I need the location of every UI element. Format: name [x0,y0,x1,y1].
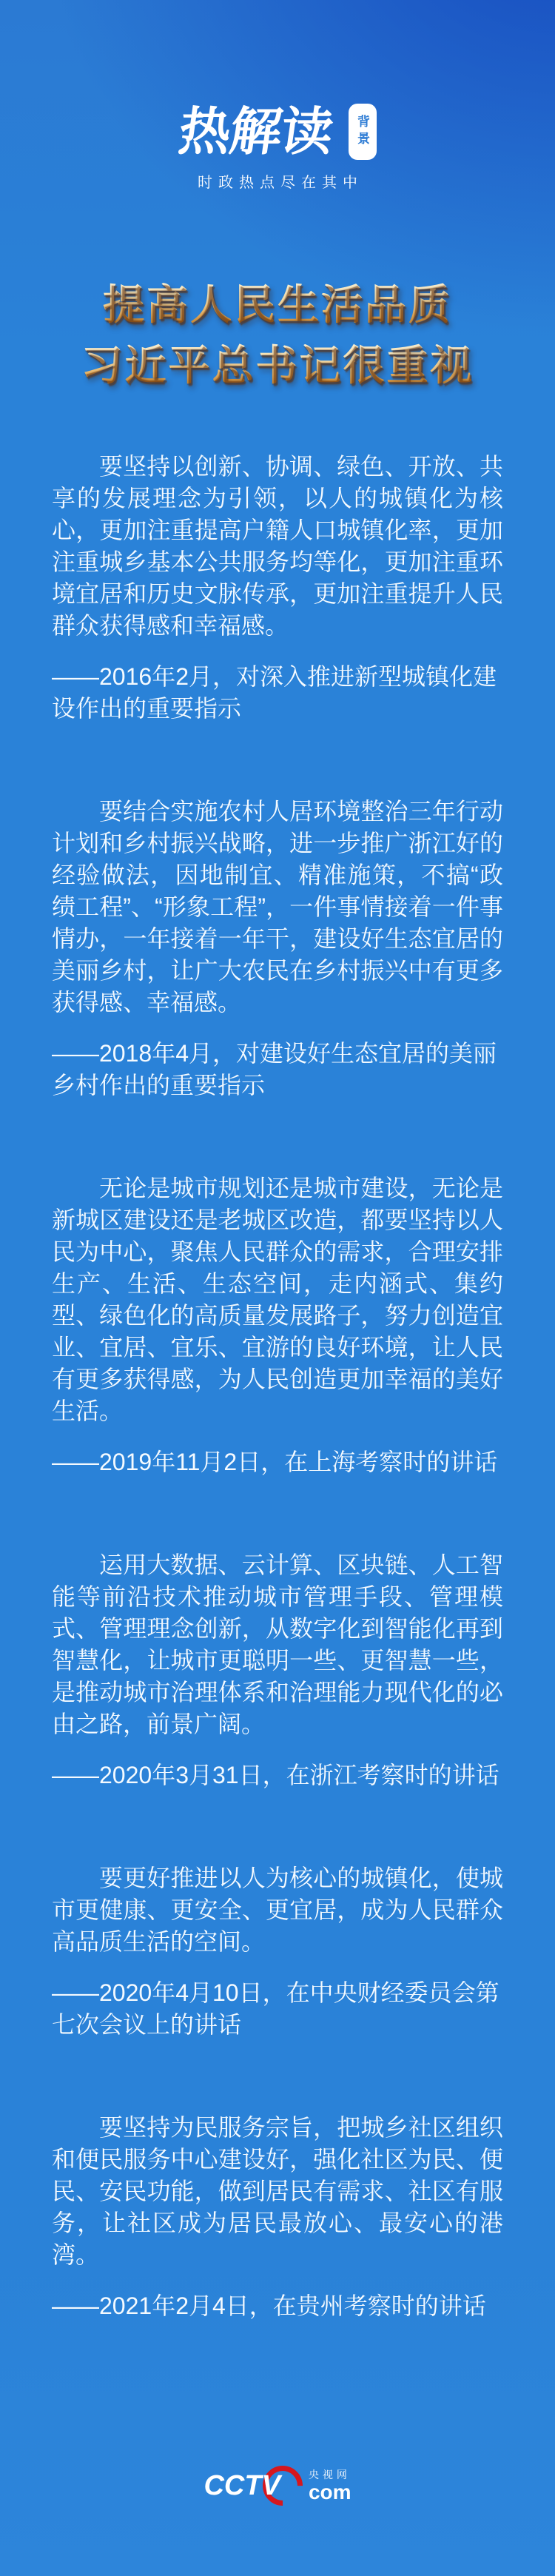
quote-block [52,1173,503,1478]
logo-tagline: 时政热点尽在其中 [198,175,363,191]
quote-text: 要坚持以创新、协调、绿色、开放、共享的发展理念为引领，以人的城镇化为核心，更加注重提高户籍人口城镇化率，更加注重城乡基本公共服务均等化，更加注重环境宜居和历史文脉传承，更加注重提升人民群众获得感和幸福感。 [52,453,503,639]
quote-source: ——2016年2月，对深入推进新型城镇化建设作出的重要指示 [52,663,497,722]
quote-source: ——2021年2月4日，在贵州考察时的讲话 [52,2292,486,2319]
title-line-2: 习近平总书记很重视 [0,335,555,396]
quote-source: ——2020年4月10日，在中央财经委员会第七次会议上的讲话 [52,1979,500,2038]
footer [0,2462,555,2509]
quote-text: 要坚持为民服务宗旨，把城乡社区组织和便民服务中心建设好，强化社区为民、便民、安民功能，做到居民有需求、社区有服务，让社区成为居民最放心、最安心的港湾。 [52,2114,503,2268]
quote-text: 要更好推进以人为核心的城镇化，使城市更健康、更安全、更宜居，成为人民群众高品质生活的空间。 [52,1865,503,1955]
cctv-logo-right [309,2469,352,2503]
quote-block [52,451,503,725]
cctv-com-label: com [308,2481,352,2504]
quote-text: 运用大数据、云计算、区块链、人工智能等前沿技术推动城市管理手段、管理模式、管理理念创新，从数字化到智能化再到智慧化，让城市更聪明一些、更智慧一些，是推动城市治理体系和治理能力现代化的必由之路，前景广阔。 [52,1552,503,1737]
quote-block [52,796,503,1101]
quotes-list [0,451,555,2322]
background-badge-label: 背景 [355,115,369,149]
title-line-1: 提高人民生活品质 [0,275,555,335]
quote-source: ——2019年11月2日，在上海考察时的讲话 [52,1449,498,1475]
rejiedu-logo: 热解读 [175,103,336,161]
cctv-cn-label: 央视网 [308,2468,351,2481]
header [0,0,555,192]
quote-block [52,2112,503,2322]
page-title [0,275,555,396]
quote-source: ——2020年3月31日，在浙江考察时的讲话 [52,1762,500,1788]
quote-source: ——2018年4月，对建设好生态宜居的美丽乡村作出的重要指示 [52,1040,497,1099]
quote-text: 要结合实施农村人居环境整治三年行动计划和乡村振兴战略，进一步推广浙江好的经验做法，因地制宜、精准施策，不搞“政绩工程”、“形象工程”，一件事情接着一件事情办，一年接着一年干，建设好生态宜居的美丽乡村，让广大农民在乡村振兴中有更多获得感、幸福感。 [52,798,503,1016]
cctv-logo-text: CCTV [204,2470,280,2501]
logo-row [0,104,555,163]
quote-text: 无论是城市规划还是城市建设，无论是新城区建设还是老城区改造，都要坚持以人民为中心，聚焦人民群众的需求，合理安排生产、生活、生态空间，走内涵式、集约型、绿色化的高质量发展路子，努力创造宜业、宜居、宜乐、宜游的良好环境，让人民有更多获得感，为人民创造更加幸福的美好生活。 [52,1175,503,1424]
quote-block [52,1549,503,1791]
quote-block [52,1862,503,2041]
background-badge [349,104,377,160]
